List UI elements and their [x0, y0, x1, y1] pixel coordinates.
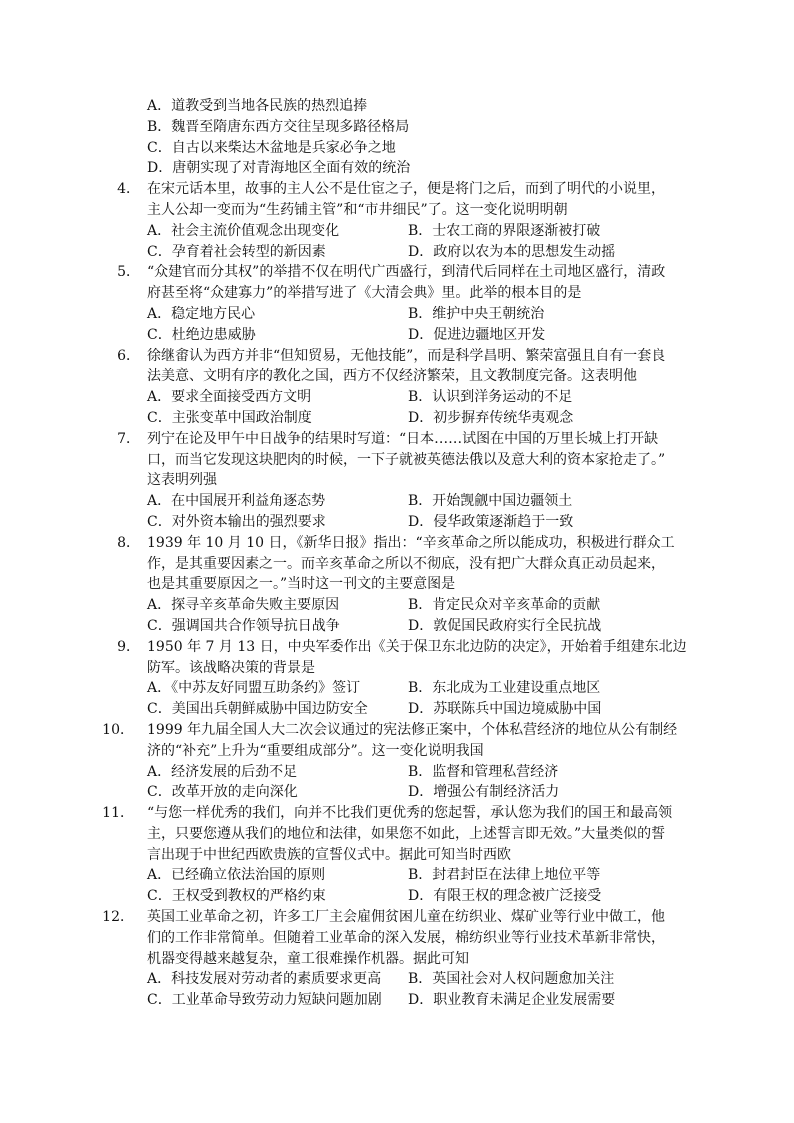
- q8-stem-line: [0, 574, 794, 595]
- q7-stem-line: [0, 470, 794, 491]
- q12-stem-line: [0, 949, 794, 970]
- q10-option-line: [0, 762, 794, 783]
- q10-stem-line: [0, 741, 794, 762]
- q9-stem: 防军。该战略决策的背景是: [147, 659, 315, 676]
- q3-option-line: [0, 96, 794, 117]
- q4-number: 4．: [117, 181, 140, 198]
- q9-option-b: B．东北成为工业建设重点地区: [408, 680, 601, 697]
- q11-stem: 言出现于中世纪西欧贵族的宣誓仪式中。据此可知当时西欧: [147, 846, 511, 863]
- q12-option-a: A．科技发展对劳动者的素质要求更高: [147, 971, 382, 988]
- q5-option-d: D．促进边疆地区开发: [408, 326, 546, 343]
- q3-option-c: C．自古以来柴达木盆地是兵家必争之地: [147, 139, 396, 156]
- q4-stem-line: [0, 200, 794, 221]
- q12-stem: 英国工业革命之初，许多工厂主会雇佣贫困儿童在纺织业、煤矿业等行业中做工，他: [147, 909, 665, 926]
- q12-stem-line: [0, 928, 794, 949]
- q11-stem-line: [0, 803, 794, 824]
- q10-number: 10．: [102, 721, 134, 738]
- q5-option-b: B．维护中央王朝统治: [408, 305, 545, 322]
- q5-option-line: [0, 304, 794, 325]
- q5-stem: 府甚至将“众建寡力”的举措写进了《大清会典》里。此举的根本目的是: [147, 285, 582, 302]
- q12-stem: 机器变得越来越复杂，童工很难操作机器。据此可知: [147, 950, 469, 967]
- q8-number: 8．: [117, 534, 140, 551]
- q12-number: 12．: [102, 909, 134, 926]
- q5-stem-line: [0, 262, 794, 283]
- q4-option-c: C．孕育着社会转型的新因素: [147, 243, 326, 260]
- q11-option-a: A．已经确立依法治国的原则: [147, 867, 326, 884]
- q7-stem: 列宁在论及甲午中日战争的结果时写道：“日本……试图在中国的万里长城上打开缺: [147, 430, 659, 447]
- q6-stem-line: [0, 346, 794, 367]
- q8-option-line: [0, 595, 794, 616]
- q9-number: 9．: [117, 638, 140, 655]
- q5-stem-line: [0, 283, 794, 304]
- q7-number: 7．: [117, 430, 140, 447]
- q12-option-line: [0, 969, 794, 990]
- q6-option-b: B．认识到洋务运动的不足: [408, 389, 573, 406]
- q3-option-d: D．唐朝实现了对青海地区全面有效的统治: [147, 160, 411, 177]
- q12-option-b: B．英国社会对人权问题愈加关注: [408, 971, 615, 988]
- q12-option-d: D．职业教育未满足企业发展需要: [408, 992, 616, 1009]
- q11-stem: 主，只要您遵从我们的地位和法律，如果您不如此，上述誓言即无效。”大量类似的誓: [147, 825, 666, 842]
- q6-stem-line: [0, 366, 794, 387]
- q4-option-line: [0, 221, 794, 242]
- q9-stem-line: [0, 637, 794, 658]
- q9-option-c: C．美国出兵朝鲜威胁中国边防安全: [147, 701, 368, 718]
- q6-option-d: D．初步摒弃传统华夷观念: [408, 409, 574, 426]
- q8-option-c: C．强调国共合作领导抗日战争: [147, 617, 340, 634]
- q11-stem-line: [0, 824, 794, 845]
- q6-stem: 徐继畬认为西方并非“但知贸易，无他技能”，而是科学昌明、繁荣富强且自有一套良: [147, 347, 666, 364]
- q11-option-line: [0, 886, 794, 907]
- q7-option-c: C．对外资本输出的强烈要求: [147, 513, 326, 530]
- q10-option-b: B．监督和管理私营经济: [408, 763, 559, 780]
- q12-stem-line: [0, 907, 794, 928]
- q10-stem-line: [0, 720, 794, 741]
- q8-stem-line: [0, 554, 794, 575]
- q6-number: 6．: [117, 347, 140, 364]
- q11-stem: “与您一样优秀的我们，向并不比我们更优秀的您起誓，承认您为我们的国王和最高领: [147, 805, 673, 822]
- q9-option-line: [0, 678, 794, 699]
- q4-option-d: D．政府以农为本的思想发生动摇: [408, 243, 616, 260]
- q7-stem-line: [0, 429, 794, 450]
- q10-option-d: D．增强公有制经济活力: [408, 784, 560, 801]
- q4-option-b: B．士农工商的界限逐渐被打破: [408, 222, 601, 239]
- q9-option-line: [0, 699, 794, 720]
- q9-stem-line: [0, 658, 794, 679]
- q4-option-a: A．社会主流价值观念出现变化: [147, 222, 340, 239]
- q8-option-a: A．探寻辛亥革命失败主要原因: [147, 597, 340, 614]
- q7-stem-line: [0, 450, 794, 471]
- q6-option-line: [0, 387, 794, 408]
- q5-stem: “众建官而分其权”的举措不仅在明代广西盛行，到清代后同样在土司地区盛行，清政: [147, 264, 666, 281]
- q12-stem: 们的工作非常简单。但随着工业革命的深入发展，棉纺织业等行业技术革新非常快，: [147, 929, 665, 946]
- q12-option-c: C．工业革命导致劳动力短缺问题加剧: [147, 992, 382, 1009]
- q8-option-b: B．肯定民众对辛亥革命的贡献: [408, 597, 601, 614]
- q8-stem: 也是其重要原因之一。”当时这一刊文的主要意图是: [147, 576, 456, 593]
- q8-stem: 1939 年 10 月 10 日，《新华日报》指出：“辛亥革命之所以能成功，积极进行群众工: [147, 534, 675, 551]
- q12-option-line: [0, 990, 794, 1011]
- q5-option-c: C．杜绝边患威胁: [147, 326, 256, 343]
- q7-option-a: A．在中国展开利益角逐态势: [147, 493, 326, 510]
- q7-option-line: [0, 491, 794, 512]
- q11-stem-line: [0, 845, 794, 866]
- q9-stem: 1950 年 7 月 13 日，中央军委作出《关于保卫东北边防的决定》，开始着手组建东北边: [147, 638, 687, 655]
- q11-option-b: B．封君封臣在法律上地位平等: [408, 867, 601, 884]
- q8-stem-line: [0, 533, 794, 554]
- q11-option-d: D．有限王权的理念被广泛接受: [408, 888, 602, 905]
- q3-option-line: [0, 138, 794, 159]
- q5-number: 5．: [117, 264, 140, 281]
- q7-stem: 口，而当它发现这块肥肉的时候，一下子就被英德法俄以及意大利的资本家抢走了。”: [147, 451, 666, 468]
- q3-option-line: [0, 117, 794, 138]
- q11-option-line: [0, 865, 794, 886]
- q3-option-a: A．道教受到当地各民族的热烈追捧: [147, 98, 368, 114]
- q10-option-line: [0, 782, 794, 803]
- q10-stem: 1999 年九届全国人大二次会议通过的宪法修正案中，个体私营经济的地位从公有制经: [147, 721, 678, 738]
- q5-option-a: A．稳定地方民心: [147, 305, 256, 322]
- q11-number: 11．: [102, 805, 134, 822]
- q6-option-a: A．要求全面接受西方文明: [147, 389, 312, 406]
- q9-option-d: D．苏联陈兵中国边境威胁中国: [408, 701, 602, 718]
- q4-stem: 在宋元话本里，故事的主人公不是仕宦之子，便是将门之后，而到了明代的小说里，: [147, 181, 665, 198]
- q4-stem: 主人公却一变而为“生药铺主管”和“市井细民”了。这一变化说明明朝: [147, 201, 568, 218]
- q10-option-a: A．经济发展的后劲不足: [147, 763, 298, 780]
- q7-option-d: D．侵华政策逐渐趋于一致: [408, 513, 574, 530]
- q6-stem: 法美意、文明有序的教化之国，西方不仅经济繁荣，且文教制度完备。这表明他: [147, 368, 637, 385]
- q8-option-line: [0, 616, 794, 637]
- q7-option-b: B．开始觊觎中国边疆领土: [408, 493, 573, 510]
- q5-option-line: [0, 325, 794, 346]
- q6-option-c: C．主张变革中国政治制度: [147, 409, 312, 426]
- q11-option-c: C．王权受到教权的严格约束: [147, 888, 326, 905]
- q10-stem: 济的“补充”上升为“重要组成部分”。这一变化说明我国: [147, 742, 484, 759]
- q9-option-a: A．《中苏友好同盟互助条约》签订: [147, 680, 361, 697]
- q6-option-line: [0, 408, 794, 429]
- q7-option-line: [0, 512, 794, 533]
- question-sheet: [0, 96, 794, 1011]
- q10-option-c: C．改革开放的走向深化: [147, 784, 298, 801]
- q4-stem-line: [0, 179, 794, 200]
- q3-option-line: [0, 158, 794, 179]
- q8-option-d: D．敦促国民政府实行全民抗战: [408, 617, 602, 634]
- q3-option-b: B．魏晋至隋唐东西方交往呈现多路径格局: [147, 118, 410, 135]
- q4-option-line: [0, 242, 794, 263]
- q7-stem: 这表明列强: [147, 472, 217, 489]
- q8-stem: 作，是其重要因素之一。而辛亥革命之所以不彻底，没有把广大群众真正动员起来，: [147, 555, 665, 572]
